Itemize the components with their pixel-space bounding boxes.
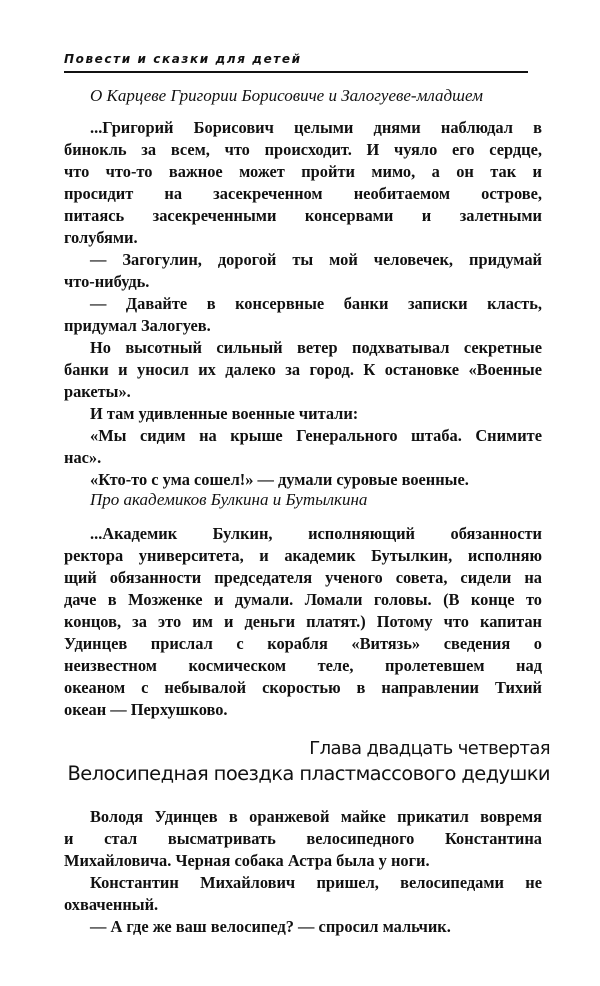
text-line: просидит на засекреченном необитаемом острове, [64,184,542,203]
text-line: — Давайте в консервные банки записки класть, [90,294,542,313]
paragraph [64,249,542,293]
text-line: что-нибудь. [64,272,150,291]
section-body [64,523,542,721]
section-title: Про академиков Булкина и Бутылкина [90,490,368,509]
text-line: придумал Залогуев. [64,316,211,335]
text-line: и стал высматривать велосипедного Константина [64,829,542,848]
paragraph [64,425,542,469]
section-title: О Карцеве Григории Борисовиче и Залогуеве-младшем [90,86,483,105]
text-line: океан — Перхушково. [64,700,228,719]
text-line: банки и уносил их далеко за город. К остановке «Военные [64,360,542,379]
text-line: И там удивленные военные читали: [90,404,359,423]
text-line: концов, за это им и деньги платят.) Потому что капитан [64,612,542,631]
text-line: что что-то важное может пройти мимо, а он так и [64,162,542,181]
text-line: — Загогулин, дорогой ты мой человечек, придумай [90,250,542,269]
text-line: щий обязанности председателя ученого совета, сидели на [64,568,542,587]
text-line: нас». [64,448,102,467]
text-line: «Мы сидим на крыше Генерального штаба. Снимите [90,426,542,445]
text-line: голубями. [64,228,138,247]
text-line: Удинцев прислал с корабля «Витязь» сведения о [64,634,542,653]
paragraph [64,403,542,425]
text-line: неизвестном космическом теле, пролетевшем над [64,656,542,675]
text-line: бинокль за всем, что происходит. И чуяло его сердце, [64,140,542,159]
text-line: ракеты». [64,382,131,401]
chapter-body [64,806,542,938]
text-line: ...Академик Булкин, исполняющий обязанности [90,524,542,543]
text-line: «Кто-то с ума сошел!» — думали суровые военные. [90,470,469,489]
paragraph [64,117,542,249]
text-line: Михайловича. Черная собака Астра была у ноги. [64,851,430,870]
header-rule [64,71,528,73]
paragraph [64,469,542,491]
text-line: питаясь засекреченными консервами и залетными [64,206,542,225]
paragraph [64,293,542,337]
text-line: ...Григорий Борисович целыми днями наблюдал в [90,118,542,137]
running-head: Повести и сказки для детей [64,52,302,66]
chapter-number: Глава двадцать четвертая [309,738,550,759]
text-line: ректора университета, и академик Бутылкин, исполняю [64,546,542,565]
text-line: Но высотный сильный ветер подхватывал секретные [90,338,542,357]
paragraph [64,523,542,721]
text-line: Володя Удинцев в оранжевой майке прикатил вовремя [90,807,542,826]
paragraph [64,872,542,916]
text-line: океаном с небывалой скоростью в направлении Тихий [64,678,542,697]
paragraph [64,806,542,872]
paragraph [64,337,542,403]
chapter-title: Велосипедная поездка пластмассового дедушки [67,762,550,785]
text-line: — А где же ваш велосипед? — спросил мальчик. [90,917,451,936]
section-body [64,117,542,491]
text-line: Константин Михайлович пришел, велосипедами не [90,873,542,892]
text-line: охваченный. [64,895,159,914]
paragraph [64,916,542,938]
text-line: даче в Мозженке и думали. Ломали головы. (В конце то [64,590,542,609]
